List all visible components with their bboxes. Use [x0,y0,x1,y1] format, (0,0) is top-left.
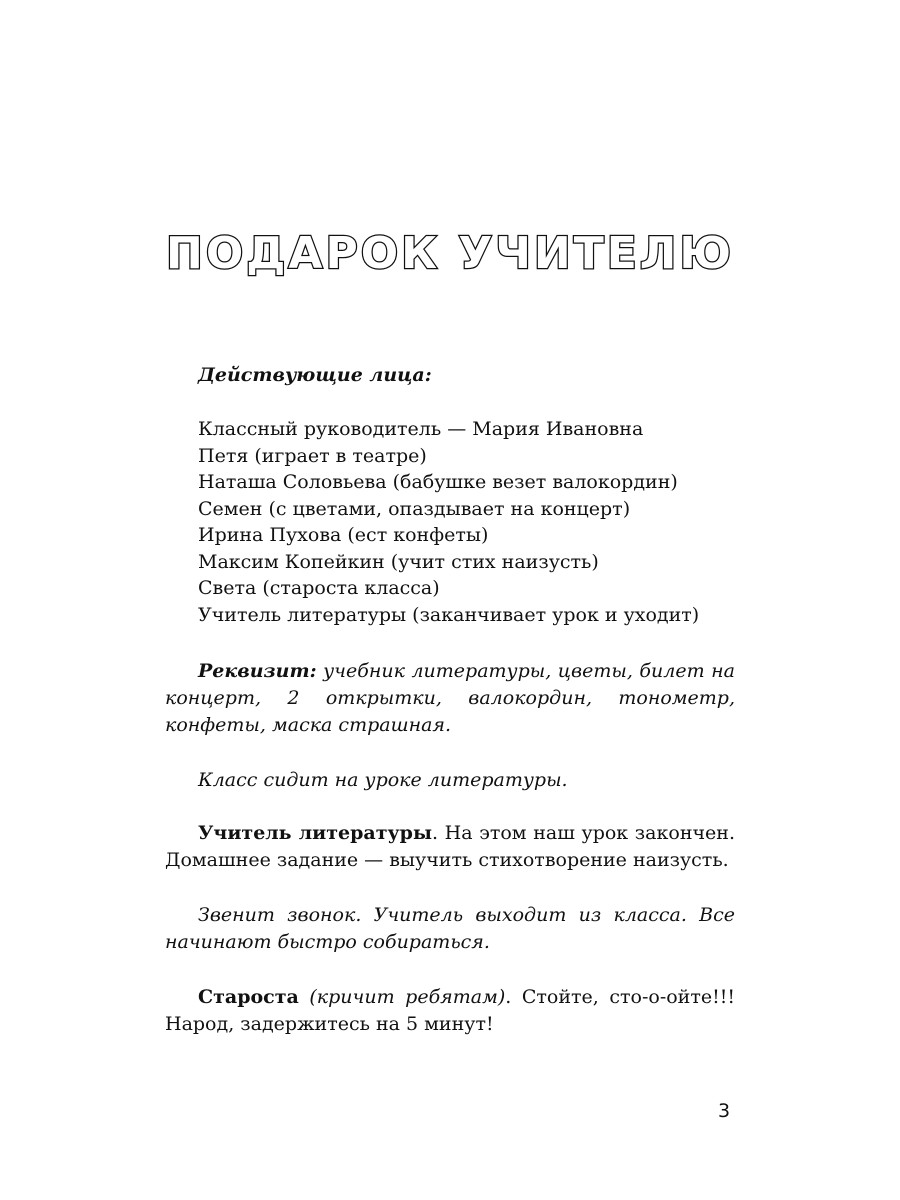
props-paragraph [165,658,735,739]
props-text: учебник литературы, цветы, билет на концерт, 2 открытки, валокордин, тонометр, конфеты, маска страшная. [165,660,735,736]
cast-member: Максим Копейкин (учит стих наизусть) [198,550,599,573]
cast-member: Учитель литературы (заканчивает урок и уходит) [198,603,700,626]
page-number: 3 [718,1100,731,1122]
cast-member: Света (староста класса) [198,577,440,599]
dialogue-text: . На этом наш урок закончен. Домашнее задание — выучить стихотворение наизусть. [165,822,735,871]
dialogue-text: . Стойте, сто-о-ойте!!! Народ, задержитесь на 5 минут! [165,986,736,1035]
dialogue-line [165,820,735,874]
speaker-direction: (кричит ребятам) [309,986,506,1008]
cast-heading: Действующие лица: [198,364,432,386]
speaker-name: Учитель литературы [198,822,432,844]
cast-member: Петя (играет в театре) [198,444,427,467]
stage-direction: Звенит звонок. Учитель выходит из класса. Все начинают быстро собираться. [165,904,735,953]
speaker-name: Староста [198,986,299,1008]
cast-member: Семен (с цветами, опаздывает на концерт) [198,497,631,520]
cast-member: Наташа Соловьева (бабушке везет валокордин) [198,471,678,493]
stage-direction: Класс сидит на уроке литературы. [198,769,568,791]
cast-member: Ирина Пухова (ест конфеты) [198,524,489,546]
cast-member: Классный руководитель — Мария Ивановна [198,418,644,440]
page-title: ПОДАРОК УЧИТЕЛЮ [166,228,734,279]
dialogue-line [165,984,735,1038]
cast-list [198,416,768,628]
props-label: Реквизит: [198,660,317,682]
